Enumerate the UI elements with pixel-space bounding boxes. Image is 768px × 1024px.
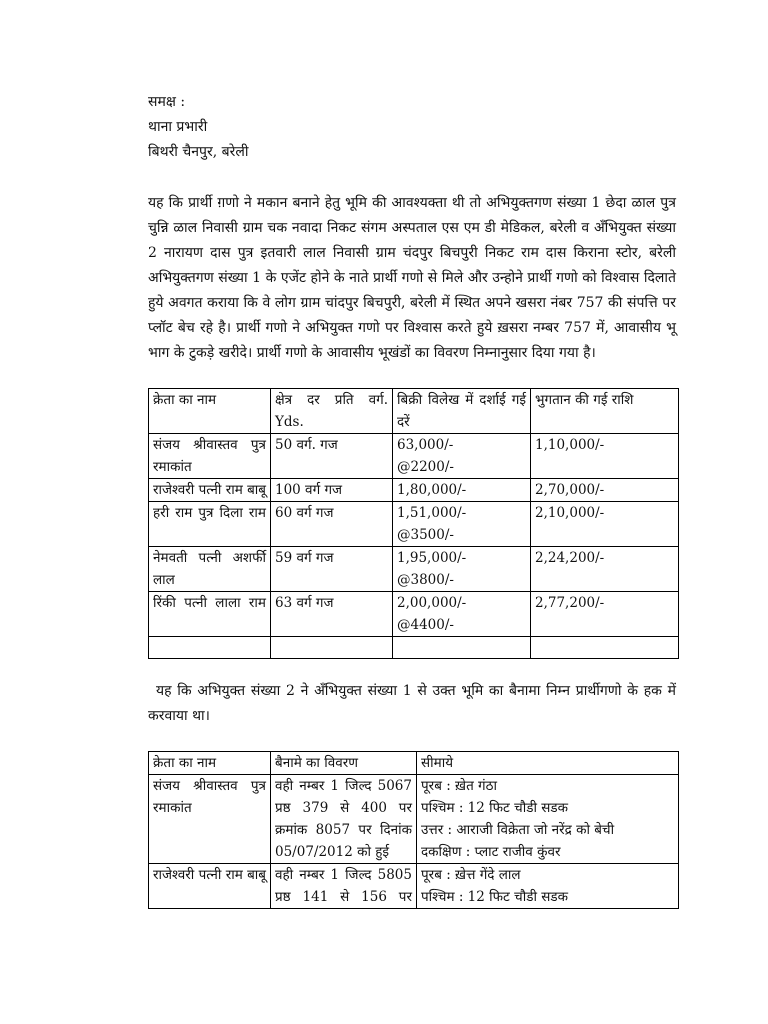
paid-amount: 1,10,000/-: [531, 434, 679, 479]
table-row: [149, 592, 679, 637]
deed-rate: 2,00,000/- @4400/-: [393, 592, 531, 637]
boundary-west: पश्चिम : 12 फिट चौडी सडक: [421, 889, 568, 905]
address-line-1: समक्ष :: [148, 94, 186, 110]
paragraph-1: यह कि प्रार्थी ग़णो ने मकान बनाने हेतु भूमि की आवश्यक्ता थी तो अभियुक्तगण संख्या 1 छेदा ळाल पुत्र चुन्नि ळाल निवासी ग्राम चक नवादा निकट संगम अस्पताल एस एम डी मेडिकल, बरेली व अँभियुक्त संख्या 2 नारायण दास पुत्र इतवारी लाल निवासी ग्राम चंदपुर बिचपुरी निकट राम दास किराना स्टोर, बरेली अभियुक्तगण संख्या 1 के एजेंट होने के नाते प्रार्थी गणो से मिले और उन्होने प्रार्थी गणो को विश्वास दिलाते हुये अवगत कराया कि वे लोग ग्राम चांदपुर बिचपुरी, बरेली में स्थित अपने खसरा नंबर 757 की संपत्ति पर प्लॉट बेच रहे है। प्रार्थी गणो ने अभियुक्त गणो पर विश्वास करते हुये ख़सरा नम्बर 757 में, आवासीय भू भाग के टुकड़े खरीदे। प्रार्थी गणो के आवासीय भूखंडों का विवरण निम्नानुसार दिया गया है।: [148, 195, 676, 361]
header-deed-rate: बिक्री विलेख में दर्शाई गई दरें: [393, 389, 531, 434]
header-paid-amount: भुगतान की गई राशि: [531, 389, 679, 434]
deed-details: वही नम्बर 1 जिल्द 5805 प्रष्ठ 141 से 156 पर: [271, 864, 417, 909]
deed-details: वही नम्बर 1 जिल्द 5067 प्रष्ठ 379 से 400 पर क्रमांक 8057 पर दिनांक 05/07/2012 को हुई: [271, 775, 417, 864]
deed-rate: 1,80,000/-: [393, 479, 531, 502]
boundary-south: दकक्षिण : प्लाट राजीव कुंवर: [421, 844, 561, 860]
table-row: [149, 434, 679, 479]
header-buyer-name: क्रेता का नाम: [149, 389, 271, 434]
buyer-name: राजेश्वरी पत्नी राम बाबू: [149, 479, 271, 502]
paragraph-2: यह कि अभियुक्त संख्या 2 ने अँभियुक्त संख्या 1 से उक्त भूमि का बैनामा निम्न प्रार्थीगणो के हक में करवाया था।: [148, 683, 676, 724]
deed-rate: 1,95,000/- @3800/-: [393, 547, 531, 592]
address-block: [148, 90, 768, 165]
buyer-name: संजय श्रीवास्तव पुत्र रमाकांत: [149, 434, 271, 479]
table-header-row: [149, 389, 679, 434]
deed-rate: 1,51,000/- @3500/-: [393, 502, 531, 547]
table-row: [149, 479, 679, 502]
plot-area: 59 वर्ग गज: [271, 547, 393, 592]
table-row: [149, 547, 679, 592]
boundary-north: उत्तर : आराजी विक्रेता जो नरेंद्र को बेची: [421, 822, 615, 838]
plot-area: 100 वर्ग गज: [271, 479, 393, 502]
buyer-name: राजेश्वरी पत्नी राम बाबू: [149, 864, 271, 909]
table-row: [149, 775, 679, 864]
buyer-name: नेमवती पत्नी अशर्फी लाल: [149, 547, 271, 592]
plot-details-table: [148, 388, 679, 659]
table-row: [149, 502, 679, 547]
boundaries: [417, 775, 679, 864]
deed-rate: [393, 434, 531, 479]
paid-amount: 2,77,200/-: [531, 592, 679, 637]
header-boundaries: सीमाये: [417, 752, 679, 775]
table-row: [149, 864, 679, 909]
address-line-2: थाना प्रभारी: [148, 119, 208, 135]
buyer-name: हरी राम पुत्र दिला राम: [149, 502, 271, 547]
boundary-east: पूरब : ख़ेत गंठा: [421, 778, 497, 794]
buyer-name: संजय श्रीवास्तव पुत्र रमाकांत: [149, 775, 271, 864]
deed-rate-amount: 63,000/-: [397, 437, 454, 453]
plot-area: 60 वर्ग गज: [271, 502, 393, 547]
deed-rate-per-yard: @2200/-: [397, 459, 454, 475]
boundaries: [417, 864, 679, 909]
paid-amount: 2,10,000/-: [531, 502, 679, 547]
header-buyer-name: क्रेता का नाम: [149, 752, 271, 775]
table-header-row: [149, 752, 679, 775]
address-line-3: बिथरी चैनपुर, बरेली: [148, 144, 249, 160]
header-deed-details: बैनामे का विवरण: [271, 752, 417, 775]
paid-amount: 2,70,000/-: [531, 479, 679, 502]
buyer-name: रिंकी पत्नी लाला राम: [149, 592, 271, 637]
plot-area: 50 वर्ग. गज: [271, 434, 393, 479]
deed-details-table: [148, 751, 679, 909]
paid-amount: 2,24,200/-: [531, 547, 679, 592]
empty-table-row: [149, 637, 679, 659]
boundary-west: पश्चिम : 12 फिट चौडी सडक: [421, 800, 568, 816]
boundary-east: पूरब : ख़ेत्त गेंदे लाल: [421, 867, 521, 883]
header-area-rate: क्षेत्र दर प्रति वर्ग. Yds.: [271, 389, 393, 434]
plot-area: 63 वर्ग गज: [271, 592, 393, 637]
